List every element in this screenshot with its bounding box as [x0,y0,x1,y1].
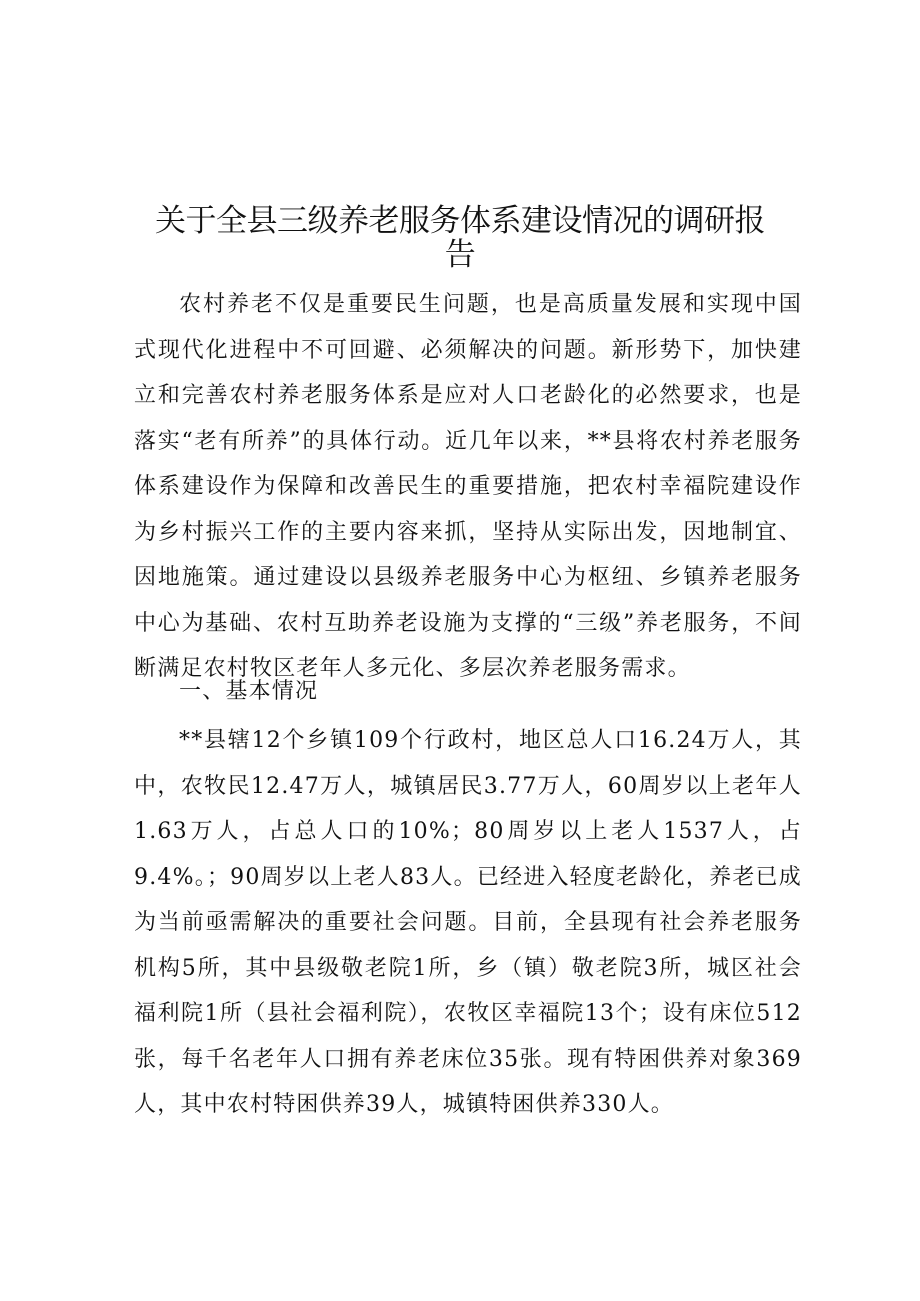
basic-situation-paragraph: **县辖12个乡镇109个行政村，地区总人口16.24万人，其中，农牧民12.47万人，城镇居民3.77万人，60周岁以上老年人1.63万人，占总人口的10%；80周岁以上老人1537人，占9.4%。；90周岁以上老人83人。已经进入轻度老龄化，养老已成为当前亟需解决的重要社会问题。目前，全县现有社会养老服务机构5所，其中县级敬老院1所，乡（镇）敬老院3所，城区社会福利院1所（县社会福利院），农牧区幸福院13个；设有床位512张，每千名老年人口拥有养老床位35张。现有特困供养对象369人，其中农村特困供养39人，城镇特困供养330人。 [134,728,802,1117]
document-title-line-2: 告 [444,237,476,273]
intro-paragraph: 农村养老不仅是重要民生问题，也是高质量发展和实现中国式现代化进程中不可回避、必须解决的问题。新形势下，加快建立和完善农村养老服务体系是应对人口老龄化的必然要求，也是落实“老有所养”的具体行动。近几年以来，**县将农村养老服务体系建设作为保障和改善民生的重要措施，把农村幸福院建设作为乡村振兴工作的主要内容来抓，坚持从实际出发，因地制宜、因地施策。通过建设以县级养老服务中心为枢纽、乡镇养老服务中心为基础、农村互助养老设施为支撑的“三级”养老服务，不间断满足农村牧区老年人多元化、多层次养老服务需求。 [134,292,802,681]
document-title [120,204,800,272]
section-heading-basic: 一、基本情况 [179,679,319,704]
document-title-line-1: 关于全县三级养老服务体系建设情况的调研报 [155,203,765,239]
